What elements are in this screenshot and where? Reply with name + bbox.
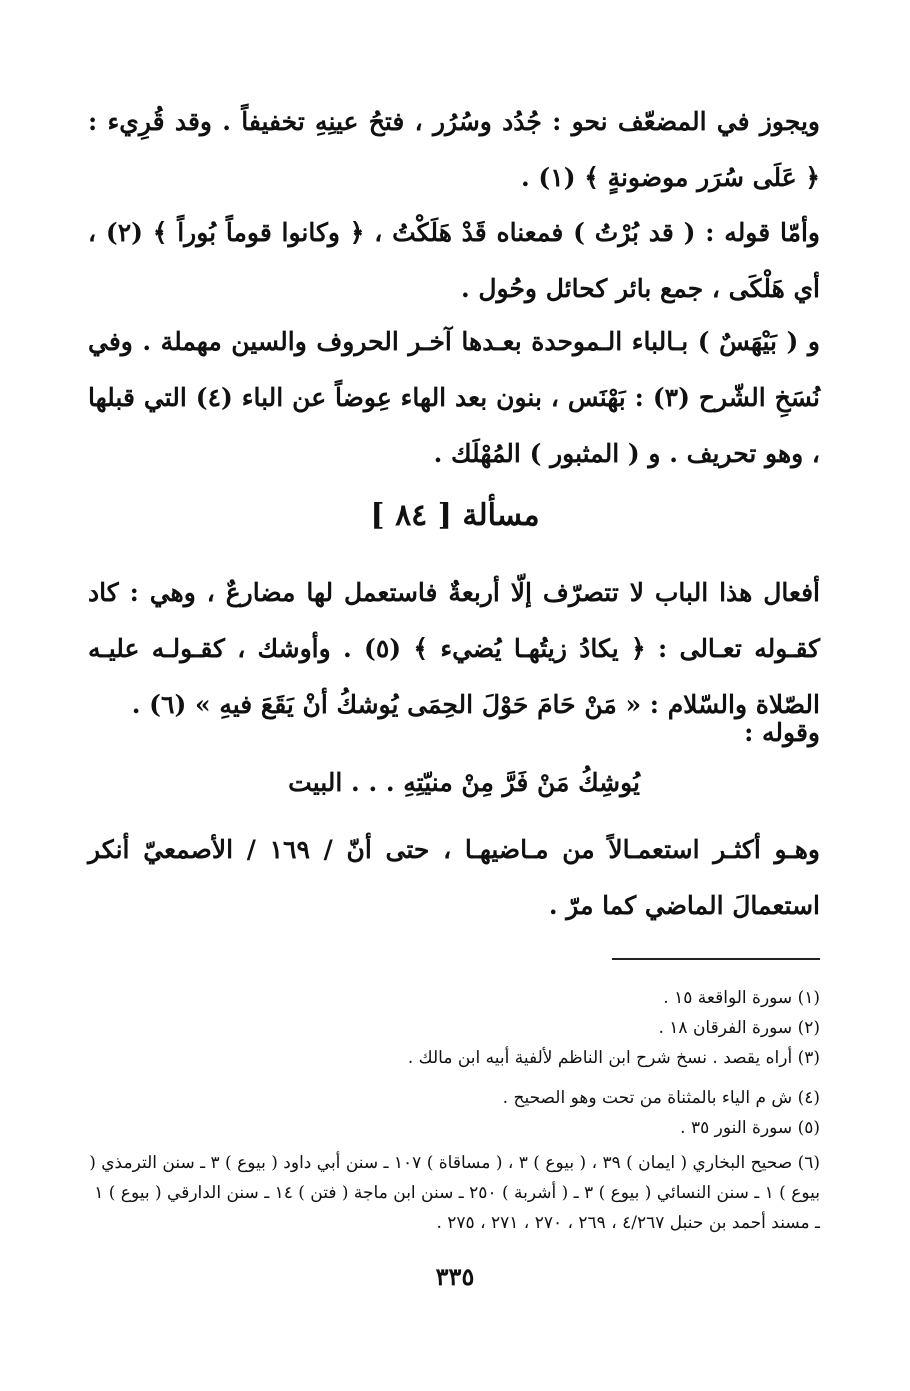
paragraph-verbs-of-this-chapter: أفعال هذا الباب لا تتصرّف إلّا أربعةٌ فاستعمل لها مضارعٌ ، وهي : كاد كقـوله تعـالى : ﴿ يكادُ زيتُهـا يُضيء ﴾ (٥) . وأوشك ، كقـولـه عليـه الصّلاة والسّلام : « مَنْ حَامَ حَوْلَ الحِمَى يُوشكُ أنْ يَقَعَ فيهِ » (٦) . (88, 578, 820, 719)
footnote-6: (٦) صحيح البخاري ( ايمان ) ٣٩ ، ( بيوع ) ٣ ، ( مساقاة ) ١٠٧ ـ سنن أبي داود ( بيوع ) ٣ ـ سنن الترمذي ( بيوع ) ١ ـ سنن النسائي ( بيوع ) ٣ ـ ( أشربة ) ٢٥٠ ـ سنن ابن ماجة ( فتن ) ١٤ ـ سنن الدارقي ( بيوع ) ١ ـ مسند أحمد بن حنبل ٤/٢٦٧ ، ٢٦٩ ، ٢٧٠ ، ٢٧١ ، ٢٧٥ . (89, 1153, 820, 1233)
footnote-2: (٢) سورة الفرقان ١٨ . (658, 1018, 820, 1038)
footnote-1: (١) سورة الواقعة ١٥ . (663, 988, 820, 1008)
footnote-3: (٣) أراه يقصد . نسخ شرح ابن الناظم لألفية أبيه ابن مالك . (407, 1048, 820, 1068)
paragraph-bayhas: و ( بَيْهَسٌ ) بـالباء الـموحدة بعـدها آخـر الحروف والسين مهملة . وفي نُسَخِ الشّرح (٣) : بَهْنَس ، بنون بعد الهاء عِوضاً عن الباء (٤) التي قبلها ، وهو تحريف . و ( المثبور ) المُهْلَك . (88, 327, 820, 468)
poetry-verse: يُوشِكُ مَنْ فَرَّ مِنْ منيّتِهِ . . . البيت (288, 768, 640, 797)
paragraph-doubled-verbs: ويجوز في المضعّف نحو : جُدُد وسُرُر ، فتحُ عينِهِ تخفيفاً . وقد قُرِيء : ﴿ عَلَى سُرَر موضونةٍ ﴾ (١) . (88, 107, 820, 192)
page-number: ٣٣٥ (435, 1262, 475, 1291)
footnote-separator (612, 958, 820, 960)
paragraph-closing: وهـو أكثـر استعمـالاً من مـاضيهـا ، حتى أنّ / ١٦٩ / الأصمعيّ أنكر استعمالَ الماضي كما مرّ . (88, 835, 820, 920)
section-heading: مسألة [ ٨٤ ] (370, 498, 540, 533)
paragraph-qad-burtu: وأمّا قوله : ( قد بُرْتُ ) فمعناه قَدْ هَلَكْتُ ، ﴿ وكانوا قوماً بُوراً ﴾ (٢) ، أي هَلْكَى ، جمع بائر كحائل وحُول . (88, 218, 820, 303)
footnote-5: (٥) سورة النور ٣٥ . (680, 1118, 820, 1138)
footnote-4: (٤) ش م الياء بالمثناة من تحت وهو الصحيح . (502, 1088, 820, 1108)
paragraph-and-his-saying: وقوله : (744, 718, 820, 747)
